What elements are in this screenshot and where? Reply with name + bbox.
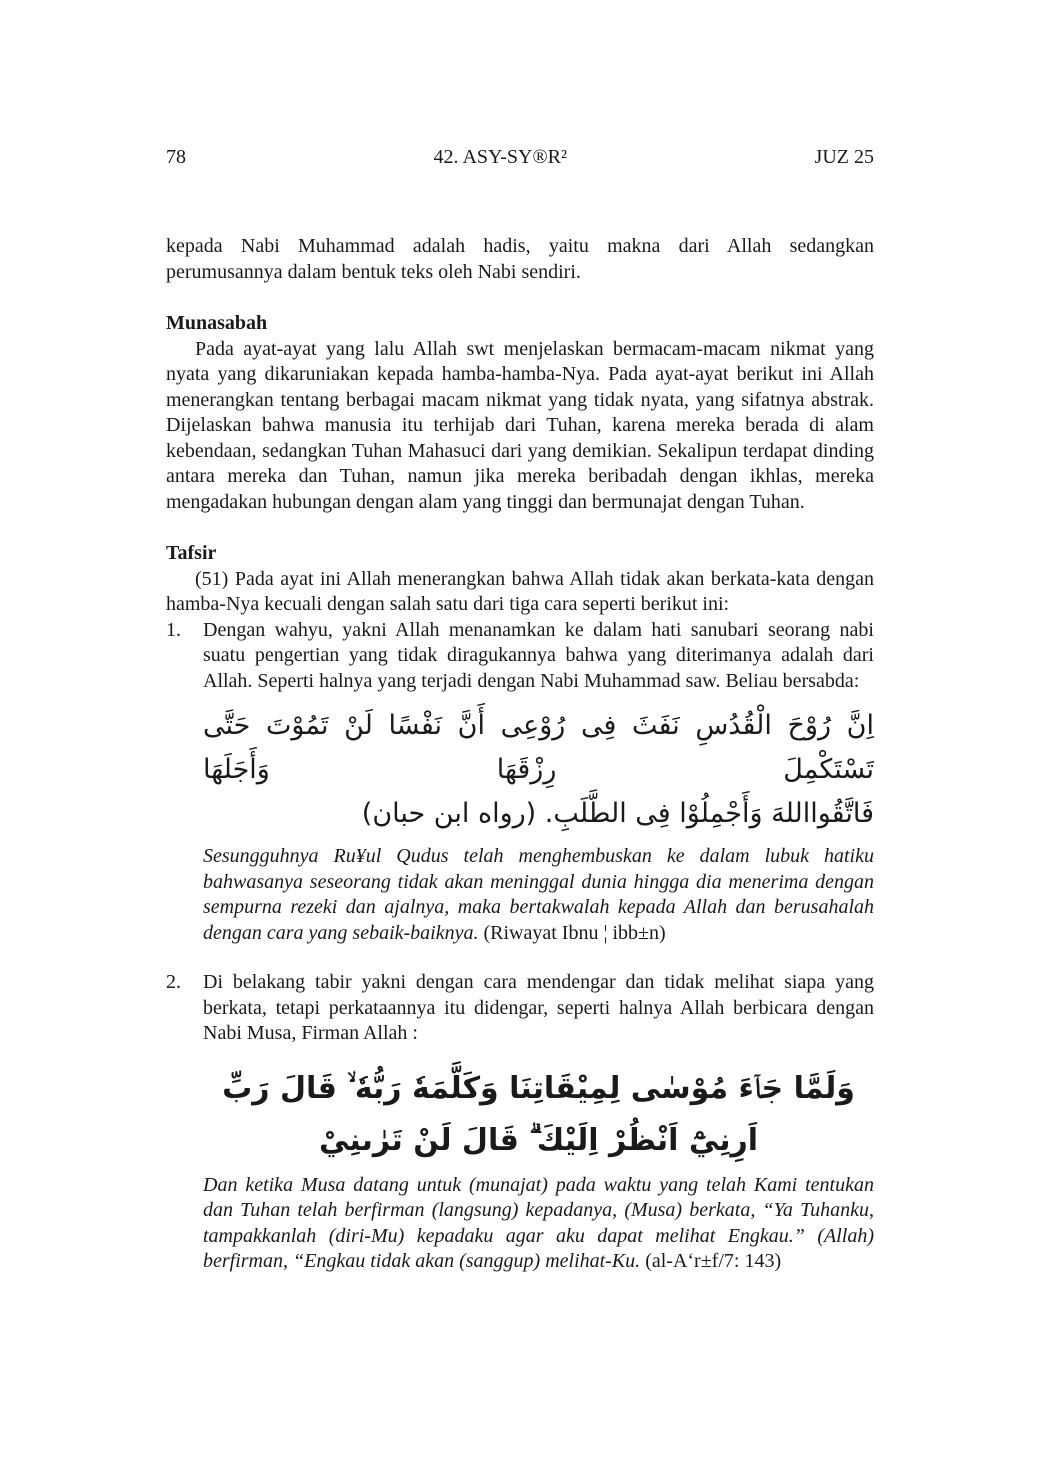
tafsir-intro: (51) Pada ayat ini Allah menerangkan bahwa Allah tidak akan berkata-kata dengan hamba-Nya kecuali dengan salah satu dari tiga cara seperti berikut ini: (166, 567, 874, 615)
list-item-text: Dengan wahyu, yakni Allah menanamkan ke dalam hati sanubari seorang nabi suatu pengertian yang tidak diragukannya bahwa yang diterimanya adalah dari Allah. Seperti halnya yang terjadi dengan Nabi Muhammad saw. Beliau bersabda: (203, 618, 874, 692)
list-item-text: Di belakang tabir yakni dengan cara mendengar dan tidak melihat siapa yang berkata, tetapi perkataannya itu didengar, seperti halnya Allah berbicara dengan Nabi Musa, Firman Allah : (203, 971, 874, 1044)
intro-paragraph: kepada Nabi Muhammad adalah hadis, yaitu makna dari Allah sedangkan perumusannya dalam bentuk teks oleh Nabi sendiri. (166, 235, 874, 283)
verse-translation-text: Dan ketika Musa datang untuk (munajat) pada waktu yang telah Kami tentukan dan Tuhan telah berfirman (langsung) kepadanya, (Musa) berkata, “Ya Tuhanku, tampakkanlah (diri-Mu) kepadaku agar aku dapat melihat Engkau.” (Allah) berfirman, “Engkau tidak akan (sanggup) melihat-Ku. (203, 1173, 874, 1272)
hadith-arabic-line-1: اِنَّ رُوْحَ الْقُدُسِ نَفَثَ فِى رُوْعِى أَنَّ نَفْسًا لَنْ تَمُوْتَ حَتَّى تَسْتَكْمِلَ رِزْقَهَا وَأَجَلَهَا (203, 710, 874, 785)
tafsir-heading: Tafsir (166, 542, 217, 564)
page-number: 78 (166, 146, 186, 168)
hadith-arabic-line-2: فَاتَّقُوااللهَ وَأَجْمِلُوْا فِى الطَّلَبِ. (رواه ابن حبان) (361, 798, 874, 829)
list-number: 1. (166, 618, 181, 641)
hadith-translation-text: Sesungguhnya Ru¥ul Qudus telah menghembuskan ke dalam lubuk hatiku bahwasanya seseorang tidak akan meninggal dunia hingga dia menerima dengan sempurna rezeki dan ajalnya, maka bertakwalah kepada Allah dan berusahalah dengan cara yang sebaik-baiknya. (203, 845, 874, 944)
running-header (166, 146, 874, 169)
list-item (166, 618, 874, 947)
hadith-translation (203, 844, 874, 946)
body-text (166, 234, 874, 1275)
juz-label: JUZ 25 (814, 146, 874, 168)
hadith-reference: (Riwayat Ibnu ¦ ibb±n) (483, 921, 666, 944)
verse-reference: (al-A‘r±f/7: 143) (645, 1250, 782, 1272)
list-item (166, 970, 874, 1275)
surah-title: 42. ASY-SY®R² (433, 146, 567, 168)
munasabah-heading: Munasabah (166, 312, 268, 334)
quran-verse-arabic: وَلَمَّا جَاۤءَ مُوْسٰى لِمِيْقَاتِنَا وَكَلَّمَهٗ رَبُّهٗ ۙ قَالَ رَبِّ اَرِنِيْٓ اَنْظُرْ اِلَيْكَ ۗ قَالَ لَنْ تَرٰىنِيْ (222, 1070, 855, 1158)
list-number: 2. (166, 971, 181, 993)
munasabah-paragraph: Pada ayat-ayat yang lalu Allah swt menjelaskan bermacam-macam nikmat yang nyata yang dikaruniakan kepada hamba-hamba-Nya. Pada ayat-ayat berikut ini Allah menerangkan tentang berbagai macam nikmat yang tidak nyata, yang sifatnya abstrak. Dijelaskan bahwa manusia itu terhijab dari Tuhan, karena mereka berada di alam kebendaan, sedangkan Tuhan Mahasuci dari yang demikian. Sekalipun terdapat dinding antara mereka dan Tuhan, namun jika mereka beribadah dengan ikhlas, mereka mengadakan hubungan dengan alam yang tinggi dan bermunajat dengan Tuhan. (166, 337, 874, 513)
tafsir-list (166, 618, 874, 1275)
verse-translation (203, 1173, 874, 1275)
